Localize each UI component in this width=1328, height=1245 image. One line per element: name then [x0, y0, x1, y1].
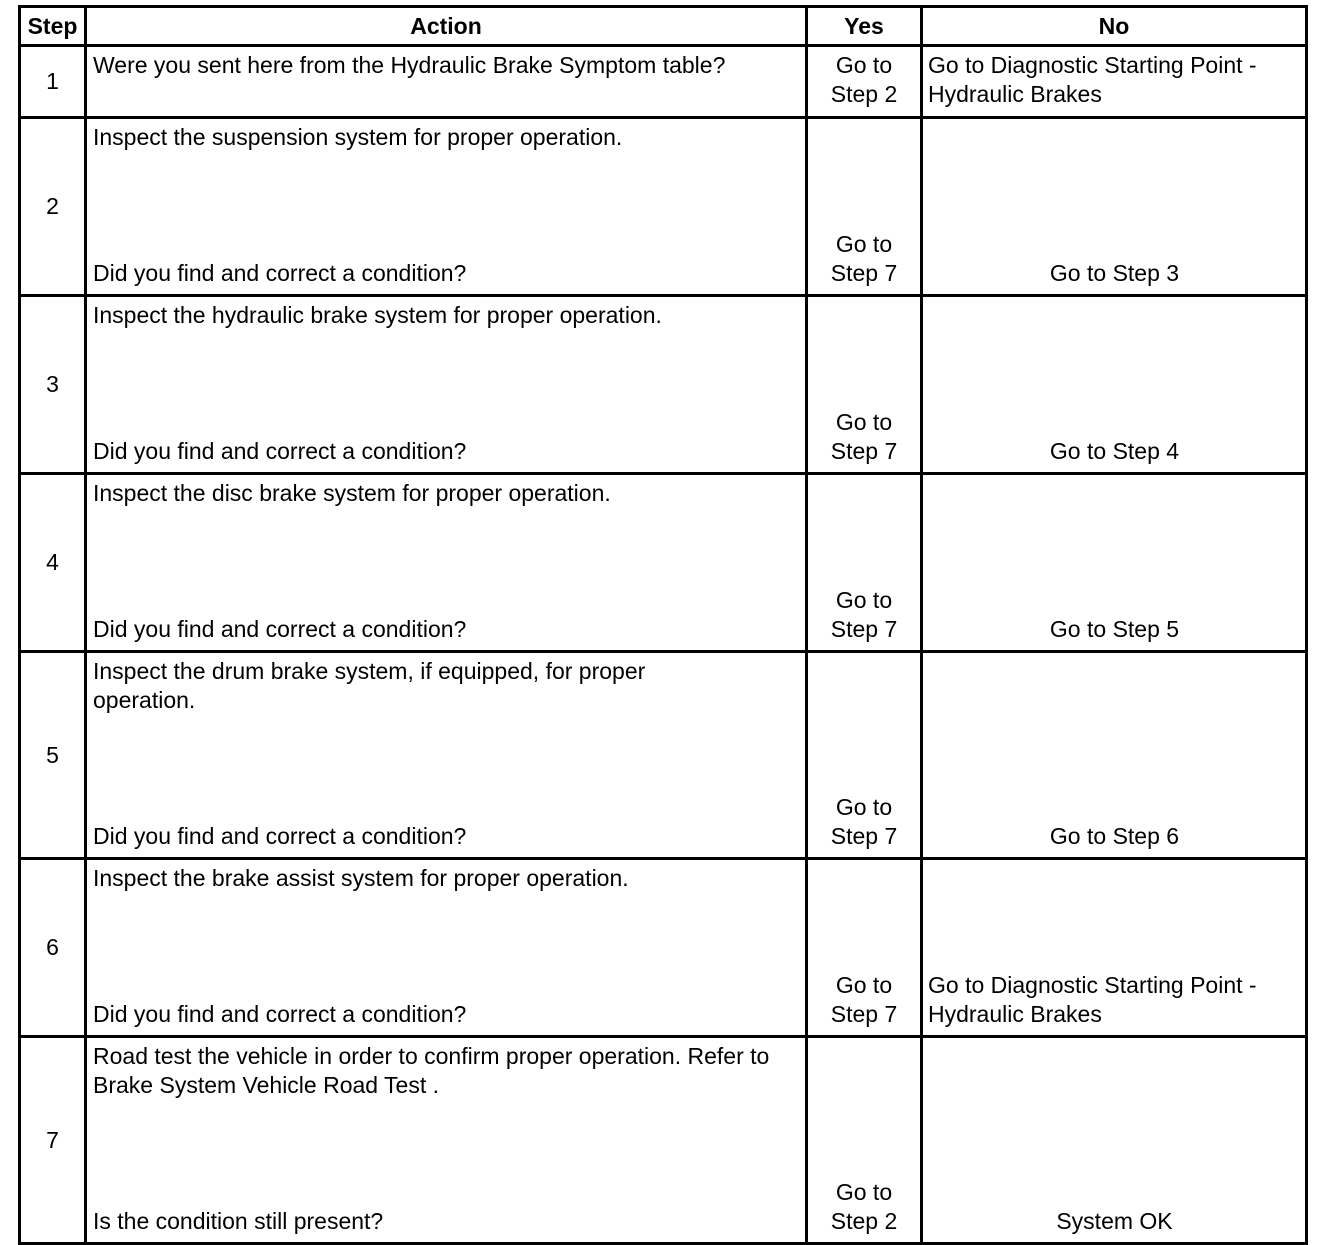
no-line: Go to Step 4 [1049, 438, 1180, 464]
no-cell [922, 474, 1307, 652]
step-number: 4 [20, 474, 86, 652]
step-number: 1 [20, 46, 86, 118]
no-cell [922, 296, 1307, 474]
step-number: 5 [20, 652, 86, 859]
action-question: Did you find and correct a condition? [93, 1001, 467, 1027]
no-cell [922, 652, 1307, 859]
no-line: Go to Step 6 [1049, 823, 1180, 849]
yes-line: Go to [835, 52, 893, 78]
yes-line: Step 7 [830, 260, 898, 286]
step-number: 2 [20, 118, 86, 296]
no-line: Go to Step 5 [1049, 616, 1180, 642]
table-row [20, 1037, 1307, 1244]
action-instruction: Inspect the brake assist system for proper operation. [93, 865, 629, 891]
table-row [20, 296, 1307, 474]
yes-line: Step 2 [830, 81, 898, 107]
yes-cell [807, 118, 922, 296]
action-instruction: Inspect the hydraulic brake system for proper operation. [93, 302, 662, 328]
action-cell [86, 296, 807, 474]
action-cell [86, 46, 807, 118]
action-question: Were you sent here from the Hydraulic Brake Symptom table? [93, 52, 726, 78]
action-cell [86, 474, 807, 652]
table-row [20, 118, 1307, 296]
diagnostic-table [18, 5, 1308, 1245]
header-yes: Yes [807, 7, 922, 46]
yes-cell [807, 1037, 922, 1244]
yes-cell [807, 652, 922, 859]
no-line: Go to Diagnostic Starting Point - [928, 52, 1257, 78]
no-cell [922, 118, 1307, 296]
step-number: 3 [20, 296, 86, 474]
yes-line: Step 7 [830, 438, 898, 464]
action-instruction: Inspect the drum brake system, if equipped, for proper operation. [93, 658, 646, 713]
table-row [20, 46, 1307, 118]
yes-line: Step 7 [830, 823, 898, 849]
yes-line: Step 7 [830, 616, 898, 642]
action-question: Did you find and correct a condition? [93, 823, 467, 849]
yes-line: Go to [835, 1179, 893, 1205]
step-number: 7 [20, 1037, 86, 1244]
step-number: 6 [20, 859, 86, 1037]
yes-cell [807, 46, 922, 118]
action-cell [86, 1037, 807, 1244]
yes-line: Step 2 [830, 1208, 898, 1234]
no-line: Go to Step 3 [1049, 260, 1180, 286]
header-row [20, 7, 1307, 46]
no-line: Hydraulic Brakes [928, 1001, 1102, 1027]
header-action: Action [86, 7, 807, 46]
action-question: Did you find and correct a condition? [93, 616, 467, 642]
action-cell [86, 652, 807, 859]
action-instruction: Inspect the disc brake system for proper operation. [93, 480, 611, 506]
no-cell [922, 1037, 1307, 1244]
no-cell [922, 859, 1307, 1037]
action-instruction: Road test the vehicle in order to confirm proper operation. Refer to Brake System Vehicle Road Test . [93, 1043, 770, 1098]
yes-line: Go to [835, 794, 893, 820]
yes-line: Step 7 [830, 1001, 898, 1027]
no-line: System OK [1056, 1208, 1173, 1234]
action-question: Did you find and correct a condition? [93, 260, 467, 286]
table-row [20, 652, 1307, 859]
table-row [20, 474, 1307, 652]
action-instruction: Inspect the suspension system for proper operation. [93, 124, 623, 150]
yes-line: Go to [835, 231, 893, 257]
no-cell [922, 46, 1307, 118]
yes-cell [807, 859, 922, 1037]
header-step: Step [20, 7, 86, 46]
no-line: Hydraulic Brakes [928, 81, 1102, 107]
action-cell [86, 859, 807, 1037]
yes-cell [807, 296, 922, 474]
yes-line: Go to [835, 972, 893, 998]
yes-cell [807, 474, 922, 652]
action-question: Did you find and correct a condition? [93, 438, 467, 464]
action-cell [86, 118, 807, 296]
header-no: No [922, 7, 1307, 46]
yes-line: Go to [835, 409, 893, 435]
table-row [20, 859, 1307, 1037]
action-question: Is the condition still present? [93, 1208, 384, 1234]
no-line: Go to Diagnostic Starting Point - [928, 972, 1257, 998]
yes-line: Go to [835, 587, 893, 613]
